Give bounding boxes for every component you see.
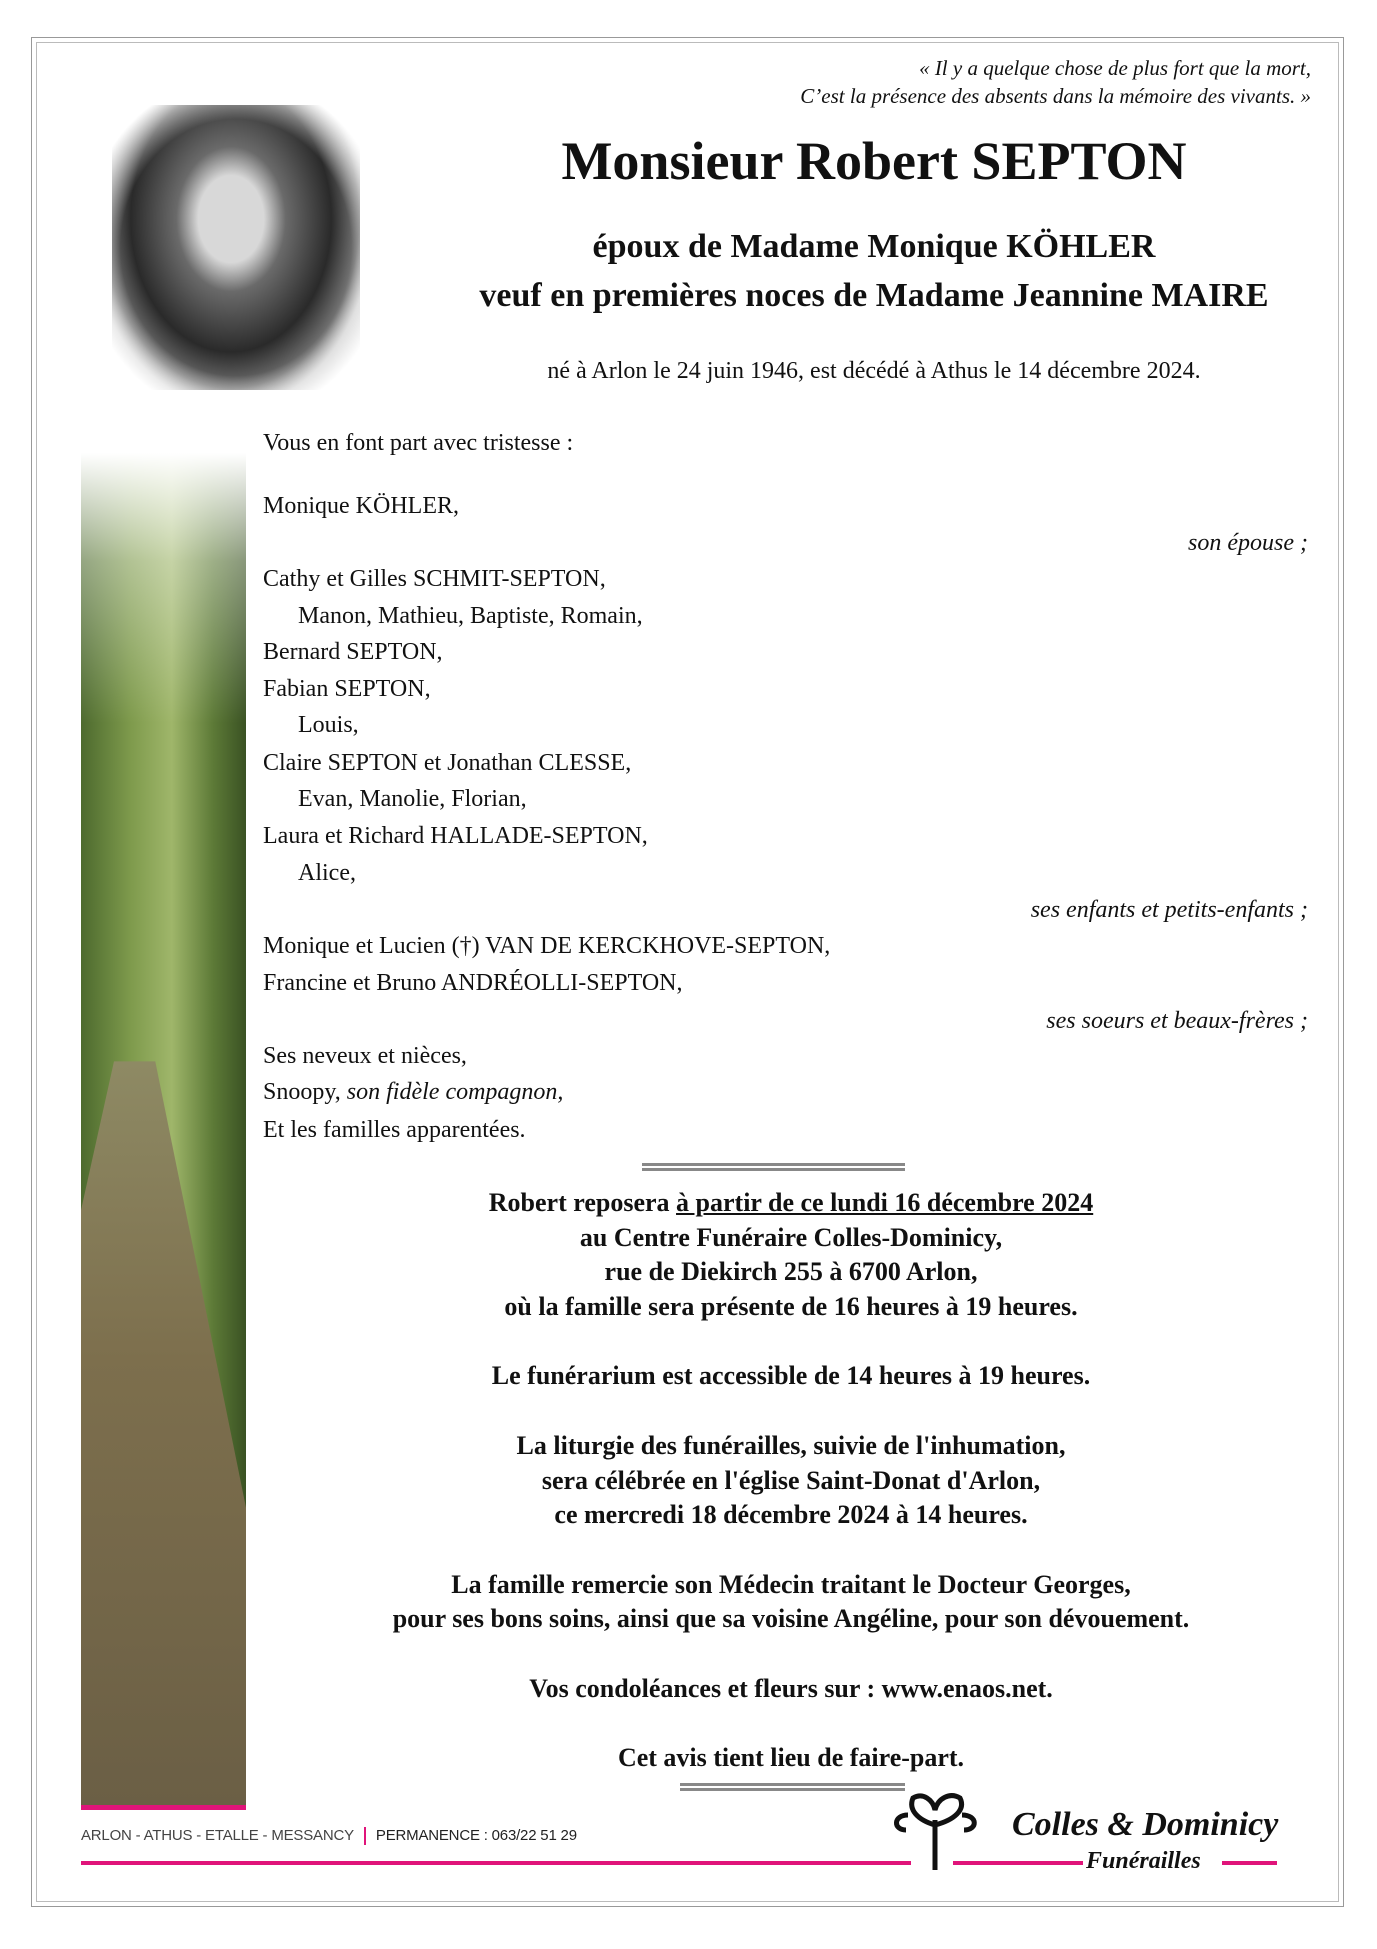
footer-locations: ARLON - ATHUS - ETALLE - MESSANCY	[81, 1827, 354, 1844]
deceased-name: Monsieur Robert SEPTON	[561, 131, 1187, 191]
liturgy-line: sera célébrée en l'église Saint-Donat d'Arlon,	[541, 1465, 1041, 1495]
liturgy-line: ce mercredi 18 décembre 2024 à 14 heures.	[554, 1500, 1028, 1530]
brand-accent-left	[953, 1861, 1083, 1865]
footer-contact	[81, 1827, 577, 1845]
family-intro: Vous en font part avec tristesse :	[263, 430, 574, 456]
relation-label: ses soeurs et beaux-frères ;	[1046, 1008, 1308, 1034]
forest-path-image	[81, 453, 246, 1805]
pet-note: son fidèle compagnon,	[340, 1079, 564, 1105]
family-line: Alice,	[298, 860, 356, 886]
divider-top	[642, 1163, 905, 1171]
widower-line: veuf en premières noces de Madame Jeannine MAIRE	[479, 277, 1269, 314]
pet-name: Snoopy,	[263, 1079, 341, 1105]
family-line: Ses neveux et nièces,	[263, 1043, 467, 1069]
birth-death-line: né à Arlon le 24 juin 1946, est décédé à Athus le 14 décembre 2024.	[547, 358, 1201, 384]
liturgy-line: La liturgie des funérailles, suivie de l'inhumation,	[516, 1430, 1066, 1460]
rest-line: rue de Diekirch 255 à 6700 Arlon,	[604, 1257, 978, 1287]
portrait-photo	[112, 105, 360, 390]
quote-line-2: C’est la présence des absents dans la mémoire des vivants. »	[800, 84, 1311, 108]
relation-label: ses enfants et petits-enfants ;	[1030, 897, 1308, 923]
brand-subtitle: Funérailles	[1086, 1848, 1201, 1874]
brand-accent-right	[1222, 1861, 1277, 1865]
family-line: Louis,	[298, 712, 359, 738]
funerarium-hours: Le funérarium est accessible de 14 heures à 19 heures.	[491, 1361, 1091, 1391]
family-line: Francine et Bruno ANDRÉOLLI-SEPTON,	[263, 970, 683, 996]
rest-line: au Centre Funéraire Colles-Dominicy,	[579, 1222, 1003, 1252]
rest-line: où la famille sera présente de 16 heures à 19 heures.	[504, 1292, 1078, 1322]
family-line: Monique KÖHLER,	[263, 493, 459, 519]
family-line: Claire SEPTON et Jonathan CLESSE,	[263, 750, 632, 776]
brand-name: Colles & Dominicy	[1012, 1806, 1279, 1843]
thanks-line: La famille remercie son Médecin traitant le Docteur Georges,	[451, 1569, 1131, 1599]
family-line: Bernard SEPTON,	[263, 639, 443, 665]
family-line: Monique et Lucien (†) VAN DE KERCKHOVE-SEPTON,	[263, 933, 831, 959]
quote-line-1: « Il y a quelque chose de plus fort que la mort,	[919, 56, 1311, 80]
tree-logo-icon	[888, 1790, 983, 1870]
family-line: Cathy et Gilles SCHMIT-SEPTON,	[263, 566, 606, 592]
spouse-line: époux de Madame Monique KÖHLER	[592, 228, 1156, 265]
thanks-line: pour ses bons soins, ainsi que sa voisine Angéline, pour son dévouement.	[392, 1604, 1190, 1634]
funeral-info	[300, 1186, 1282, 1776]
footer-accent-line	[81, 1861, 911, 1865]
family-line: Fabian SEPTON,	[263, 676, 431, 702]
family-line: Evan, Manolie, Florian,	[298, 786, 527, 812]
rest-date: à partir de ce lundi 16 décembre 2024	[676, 1188, 1094, 1217]
relation-label: son épouse ;	[1188, 530, 1308, 556]
rest-line: Robert reposera à partir de ce lundi 16 décembre 2024	[488, 1188, 1094, 1217]
condolences-line: Vos condoléances et fleurs sur : www.enaos.net.	[529, 1673, 1053, 1703]
family-line: Manon, Mathieu, Baptiste, Romain,	[298, 603, 643, 629]
notice-line: Cet avis tient lieu de faire-part.	[617, 1743, 965, 1772]
family-line: Et les familles apparentées.	[263, 1117, 526, 1143]
family-line	[263, 1077, 563, 1107]
divider-bottom	[680, 1783, 905, 1791]
family-line: Laura et Richard HALLADE-SEPTON,	[263, 823, 648, 849]
footer-permanence: PERMANENCE : 063/22 51 29	[375, 1827, 577, 1844]
